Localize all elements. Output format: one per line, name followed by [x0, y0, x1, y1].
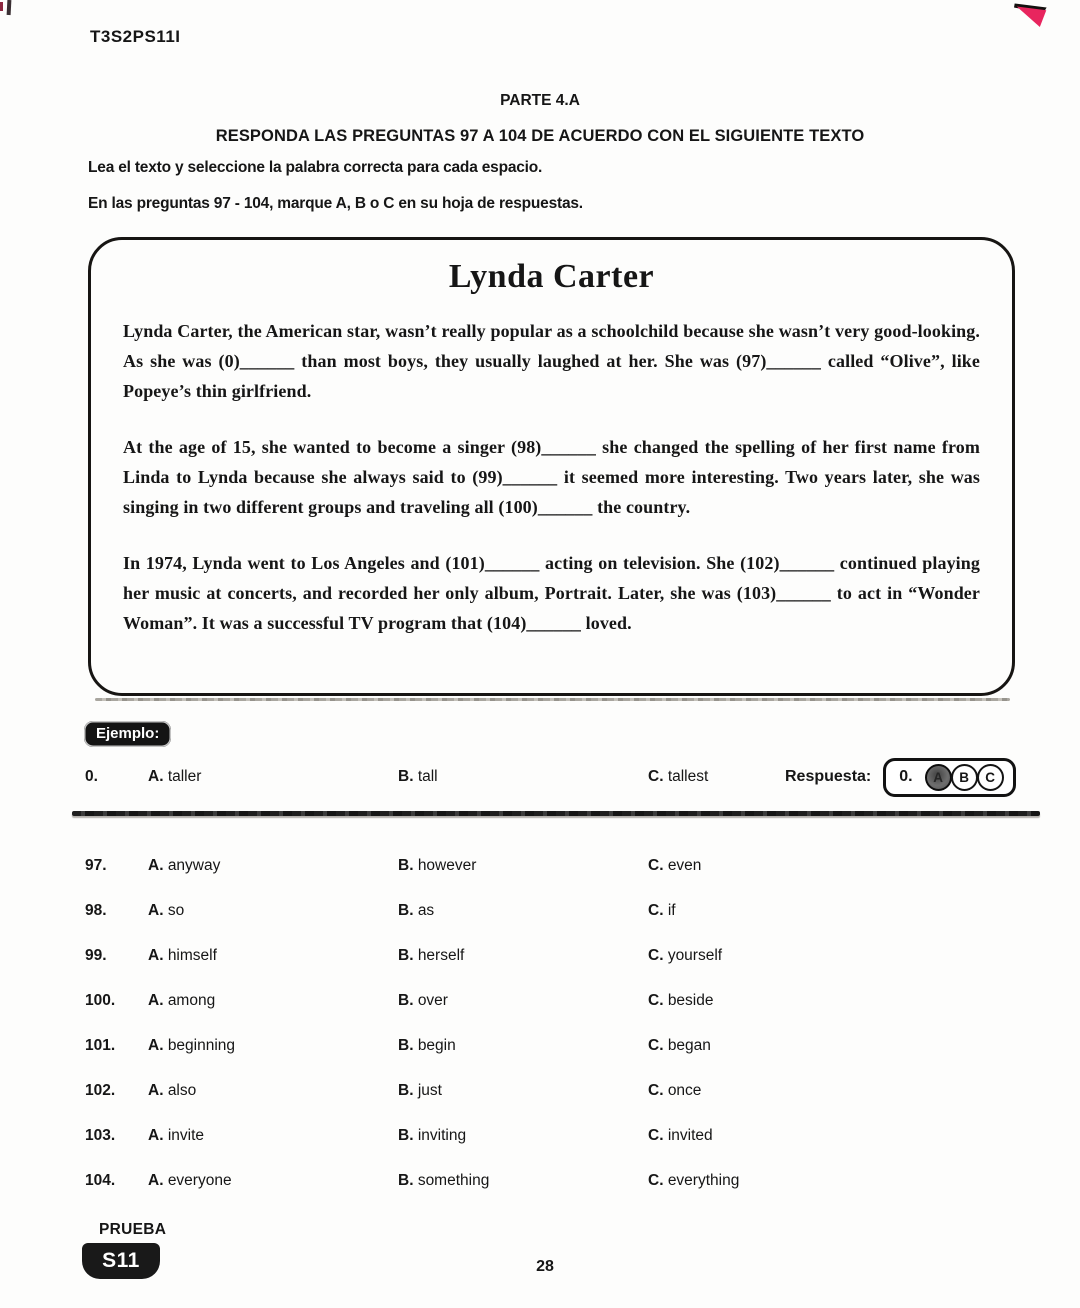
answer-box-number: 0. [899, 768, 913, 785]
question-number: 99. [85, 946, 107, 964]
option-text: tall [417, 768, 438, 785]
option-a [148, 902, 398, 920]
option-letter: C. [648, 991, 664, 1009]
prueba-s11-badge: S11 [82, 1243, 160, 1279]
passage-paragraph-1: Lynda Carter, the American star, wasn’t really popular as a schoolchild because she wasn’t very good-looking. As she was (0)______ than most boys, they usually laughed at her. She was (97)______ called “Olive”, like Popeye’s thin girlfriend. [123, 321, 980, 401]
section-instruction-title: RESPONDA LAS PREGUNTAS 97 A 104 DE ACUERDO CON EL SIGUIENTE TEXTO [215, 127, 865, 145]
option-c [648, 1037, 785, 1055]
answer-bubble-b: B [951, 764, 978, 791]
scan-artifact-red-mark [0, 2, 3, 11]
option-letter: C. [648, 1171, 664, 1189]
option-text: however [417, 856, 477, 874]
example-option-a [148, 768, 398, 786]
section-divider-line [72, 811, 1040, 816]
option-b [398, 902, 648, 920]
option-letter: C. [648, 946, 664, 964]
question-row-104 [85, 1158, 1020, 1203]
option-text: invite [167, 1126, 204, 1144]
option-text: herself [417, 946, 465, 964]
option-letter: A. [148, 768, 164, 785]
page-number: 28 [536, 1258, 554, 1275]
question-row-101 [85, 1023, 1020, 1068]
option-letter: C. [648, 901, 664, 919]
option-letter: B. [398, 1036, 414, 1054]
option-a [148, 947, 398, 965]
part-title: PARTE 4.A [500, 92, 580, 109]
form-code: T3S2PS11I [90, 27, 181, 46]
option-text: yourself [667, 946, 723, 964]
option-text: among [167, 991, 216, 1009]
option-letter: C. [648, 1126, 664, 1144]
option-b [398, 947, 648, 965]
option-a [148, 1172, 398, 1190]
question-number: 104. [85, 1171, 116, 1189]
option-text: beginning [167, 1036, 236, 1054]
option-a [148, 857, 398, 875]
question-number: 100. [85, 991, 116, 1009]
passage-paragraph-2: At the age of 15, she wanted to become a singer (98)______ she changed the spelling of her first name from Linda to Lynda because she always said to (99)______ it seemed more interesting. Two years later, she was singing in two different groups and traveling all (100)______ the country. [123, 437, 980, 517]
question-row-100 [85, 978, 1020, 1023]
instruction-line-2: En las preguntas 97 - 104, marque A, B o C en su hoja de respuestas. [88, 195, 583, 212]
question-row-97 [85, 843, 1020, 888]
option-text: begin [417, 1036, 456, 1054]
instruction-line-1: Lea el texto y seleccione la palabra correcta para cada espacio. [88, 159, 543, 176]
ejemplo-badge: Ejemplo: [84, 721, 171, 747]
option-b [398, 992, 648, 1010]
option-letter: C. [648, 768, 664, 785]
option-text: just [417, 1081, 442, 1099]
option-text: even [667, 856, 702, 874]
question-number: 103. [85, 1126, 116, 1144]
option-letter: A. [148, 946, 164, 964]
question-row-103 [85, 1113, 1020, 1158]
option-letter: A. [148, 1036, 164, 1054]
reading-passage-box [88, 237, 1015, 696]
option-text: inviting [417, 1126, 467, 1144]
option-letter: B. [398, 991, 414, 1009]
prueba-label: PRUEBA [99, 1221, 167, 1238]
option-c [648, 857, 785, 875]
option-text: once [667, 1081, 702, 1099]
question-row-99 [85, 933, 1020, 978]
option-letter: A. [148, 991, 164, 1009]
option-c [648, 1172, 785, 1190]
option-letter: A. [148, 1171, 164, 1189]
option-c [648, 902, 785, 920]
example-option-c [648, 768, 785, 786]
question-row-102 [85, 1068, 1020, 1113]
option-text: so [167, 901, 185, 919]
answer-sheet-box [883, 758, 1015, 797]
option-b [398, 1082, 648, 1100]
option-letter: B. [398, 1126, 414, 1144]
option-letter: B. [398, 946, 414, 964]
respuesta-label: Respuesta: [785, 768, 872, 785]
question-number: 101. [85, 1036, 116, 1054]
option-c [648, 947, 785, 965]
option-b [398, 1127, 648, 1145]
option-text: as [417, 901, 435, 919]
option-a [148, 1127, 398, 1145]
option-text: something [417, 1171, 490, 1189]
option-a [148, 1037, 398, 1055]
option-a [148, 992, 398, 1010]
option-b [398, 857, 648, 875]
questions-list [0, 843, 1080, 1203]
option-letter: B. [398, 768, 414, 785]
corner-fold-icon [1014, 2, 1048, 27]
option-letter: A. [148, 1126, 164, 1144]
option-letter: B. [398, 901, 414, 919]
option-letter: B. [398, 1171, 414, 1189]
option-text: taller [167, 768, 202, 785]
question-number: 98. [85, 901, 107, 919]
option-text: everything [667, 1171, 740, 1189]
question-row-98 [85, 888, 1020, 933]
option-text: anyway [167, 856, 221, 874]
respuesta-area [785, 758, 1020, 797]
option-letter: C. [648, 1036, 664, 1054]
option-letter: A. [148, 1081, 164, 1099]
option-letter: C. [648, 856, 664, 874]
option-letter: B. [398, 1081, 414, 1099]
option-text: tallest [667, 768, 709, 785]
question-number: 97. [85, 856, 107, 874]
option-letter: A. [148, 856, 164, 874]
option-letter: B. [398, 856, 414, 874]
option-text: invited [667, 1126, 713, 1144]
option-letter: C. [648, 1081, 664, 1099]
option-letter: A. [148, 901, 164, 919]
example-row [85, 755, 1020, 799]
example-option-b [398, 768, 648, 786]
example-number: 0. [85, 768, 98, 785]
option-text: everyone [167, 1171, 232, 1189]
option-text: began [667, 1036, 711, 1054]
option-text: over [417, 991, 448, 1009]
option-text: also [167, 1081, 197, 1099]
scan-artifact-tick [7, 0, 12, 15]
option-a [148, 1082, 398, 1100]
passage-paragraph-3: In 1974, Lynda went to Los Angeles and (101)______ acting on television. She (102)______ continued playing her music at concerts, and recorded her only album, Portrait. Later, she was (103)______ to act in “Wonder Woman”. It was a successful TV program that (104)______ loved. [123, 553, 980, 633]
passage-title: Lynda Carter [448, 258, 655, 295]
option-text: if [667, 901, 676, 919]
option-c [648, 1082, 785, 1100]
option-c [648, 1127, 785, 1145]
question-number: 102. [85, 1081, 116, 1099]
answer-bubble-c: C [977, 764, 1004, 791]
option-text: himself [167, 946, 217, 964]
option-b [398, 1037, 648, 1055]
answer-bubble-a-filled: A [925, 764, 952, 791]
option-text: beside [667, 991, 714, 1009]
option-b [398, 1172, 648, 1190]
option-c [648, 992, 785, 1010]
